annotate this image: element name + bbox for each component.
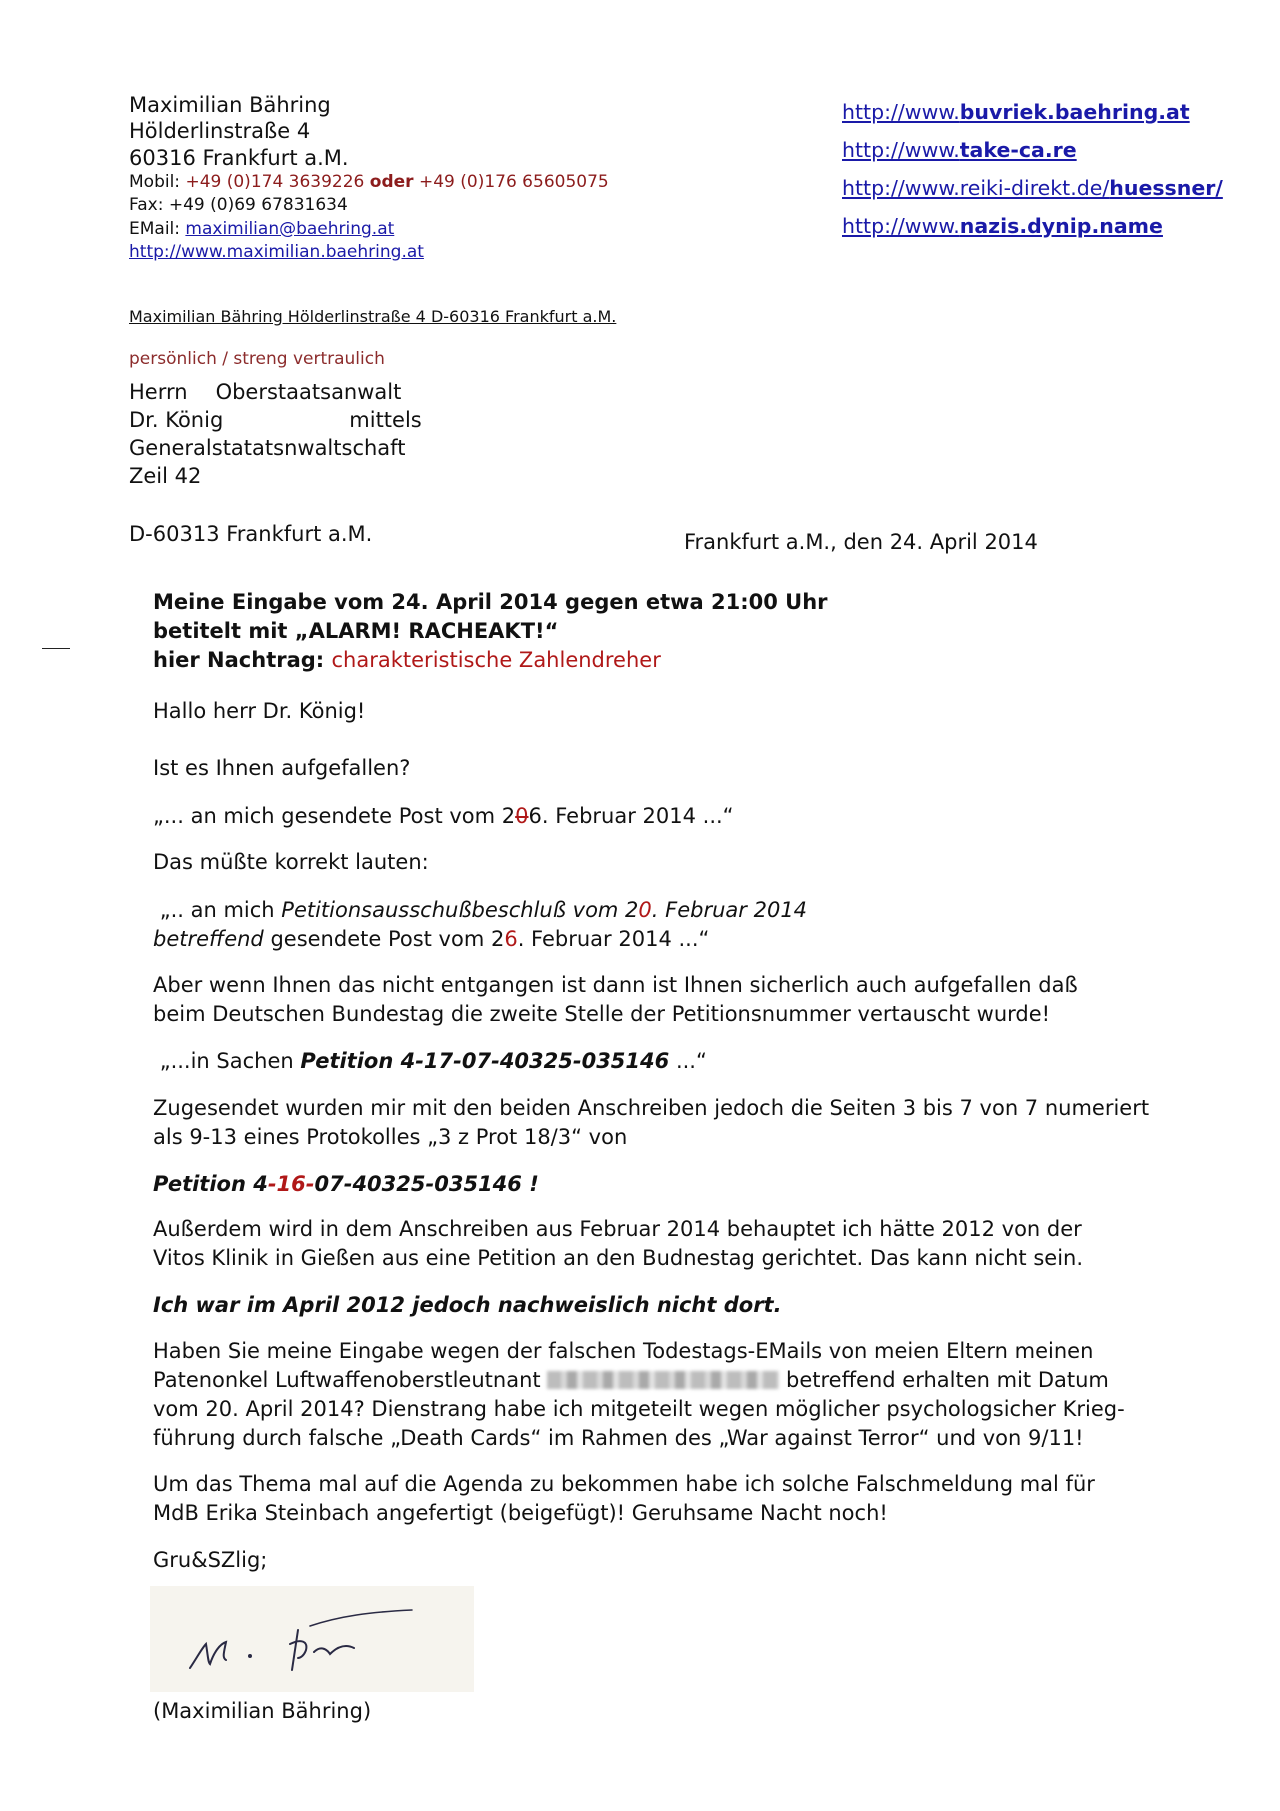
sender-block [129, 92, 609, 264]
mobile-number-1: +49 (0)174 3639226 [185, 172, 365, 193]
mobile-or: oder [369, 172, 414, 193]
petition-number: Petition 4-16-07-40325-035146 ! [153, 1172, 539, 1196]
link-list [842, 100, 1223, 252]
sender-email [129, 218, 609, 241]
subject-line-2: betitelt mit „ALARM! RACHEAKT!“ [153, 619, 559, 643]
sender-city: 60316 Frankfurt a.M. [129, 145, 349, 170]
recipient-city: D-60313 Frankfurt a.M. [129, 522, 373, 546]
link-nazis-dynip[interactable]: http://www.nazis.dynip.name [842, 214, 1163, 238]
sender-street: Hölderlinstraße 4 [129, 119, 311, 144]
paragraph-8: Um das Thema mal auf die Agenda zu bekommen habe ich solche Falschmeldung mal für MdB Erika Steinbach angefertigt (beigefügt)! Geruhsame Nacht noch! [153, 1472, 1095, 1525]
recipient-block [129, 378, 422, 490]
subject-line-3: hier Nachtrag: charakteristische Zahlendreher [153, 648, 661, 672]
signature-image [150, 1586, 474, 1692]
mobile-label: Mobil: [129, 172, 181, 193]
paragraph-7: Haben Sie meine Eingabe wegen der falschen Todestags-EMails von meien Eltern meinen Patenonkel Luftwaffenoberstleutnant betreffend erhalten mit Datum vom 20. April 2014? Dienstrang habe ich mitgeteilt wegen möglicher psychologsicher Krieg- führung durch falsche „Death Cards“ im Rahmen des „War against Terror“ und von 9/11! [153, 1339, 1125, 1450]
email-label: EMail: [129, 218, 180, 239]
recipient-line-1: Herrn Oberstaatsanwalt [129, 380, 402, 404]
fax-label: Fax: [129, 195, 164, 216]
paragraph-6: Ich war im April 2012 jedoch nachweislich nicht dort. [153, 1293, 782, 1317]
signature-scribble [150, 1586, 474, 1692]
paragraph-4: Zugesendet wurden mir mit den beiden Anschreiben jedoch die Seiten 3 bis 7 von 7 numeriert als 9-13 eines Protokolles „3 z Prot 18/3“ von [153, 1096, 1150, 1149]
confidential-note: persönlich / streng vertraulich [129, 349, 385, 369]
redacted-name [547, 1371, 779, 1389]
paragraph-1: Ist es Ihnen aufgefallen? [153, 756, 411, 780]
recipient-street: Zeil 42 [129, 464, 202, 488]
paragraph-3: Aber wenn Ihnen das nicht entgangen ist dann ist Ihnen sicherlich auch aufgefallen daß beim Deutschen Bundestag die zweite Stelle der Petitionsnummer vertauscht wurde! [153, 973, 1078, 1026]
quote-1: „... an mich gesendete Post vom 206. Februar 2014 ...“ [153, 804, 734, 828]
subject-block [153, 588, 828, 675]
sender-name: Maximilian Bähring [129, 93, 331, 117]
sender-mobile [129, 171, 609, 194]
mobile-number-2: +49 (0)176 65605075 [418, 172, 609, 193]
link-reiki-direkt[interactable]: http://www.reiki-direkt.de/huessner/ [842, 176, 1223, 200]
signature-name: (Maximilian Bähring) [153, 1699, 372, 1723]
email-link[interactable]: maximilian@baehring.at [185, 218, 395, 239]
link-take-care[interactable]: http://www.take-ca.re [842, 138, 1077, 162]
quote-3: „...in Sachen Petition 4-17-07-40325-035146 ...“ [159, 1049, 707, 1073]
fold-mark [42, 648, 70, 649]
paragraph-5: Außerdem wird in dem Anschreiben aus Februar 2014 behauptet ich hätte 2012 von der Vitos Klinik in Gießen aus eine Petition an den Budnestag gerichtet. Das kann nicht sein. [153, 1217, 1084, 1270]
fax-number: +49 (0)69 67831634 [168, 195, 348, 216]
website-link[interactable]: http://www.maximilian.baehring.at [129, 241, 424, 262]
return-address-line: Maximilian Bähring Hölderlinstraße 4 D-60316 Frankfurt a.M. [129, 307, 617, 326]
greeting: Hallo herr Dr. König! [153, 699, 366, 723]
paragraph-2: Das müßte korrekt lauten: [153, 850, 429, 874]
link-buvriek[interactable]: http://www.buvriek.baehring.at [842, 100, 1190, 124]
sender-fax [129, 194, 609, 217]
closing: Gru&SZlig; [153, 1548, 268, 1572]
recipient-line-2: Dr. König mittels [129, 408, 422, 432]
quote-2: „.. an mich Petitionsausschußbeschluß vom 20. Februar 2014 betreffend gesendete Post vom 26. Februar 2014 ...“ [153, 898, 808, 951]
sender-website [129, 241, 609, 264]
subject-line-1: Meine Eingabe vom 24. April 2014 gegen etwa 21:00 Uhr [153, 590, 828, 614]
recipient-office: Generalstatatsnwaltschaft [129, 436, 406, 460]
date-line: Frankfurt a.M., den 24. April 2014 [684, 530, 1038, 554]
